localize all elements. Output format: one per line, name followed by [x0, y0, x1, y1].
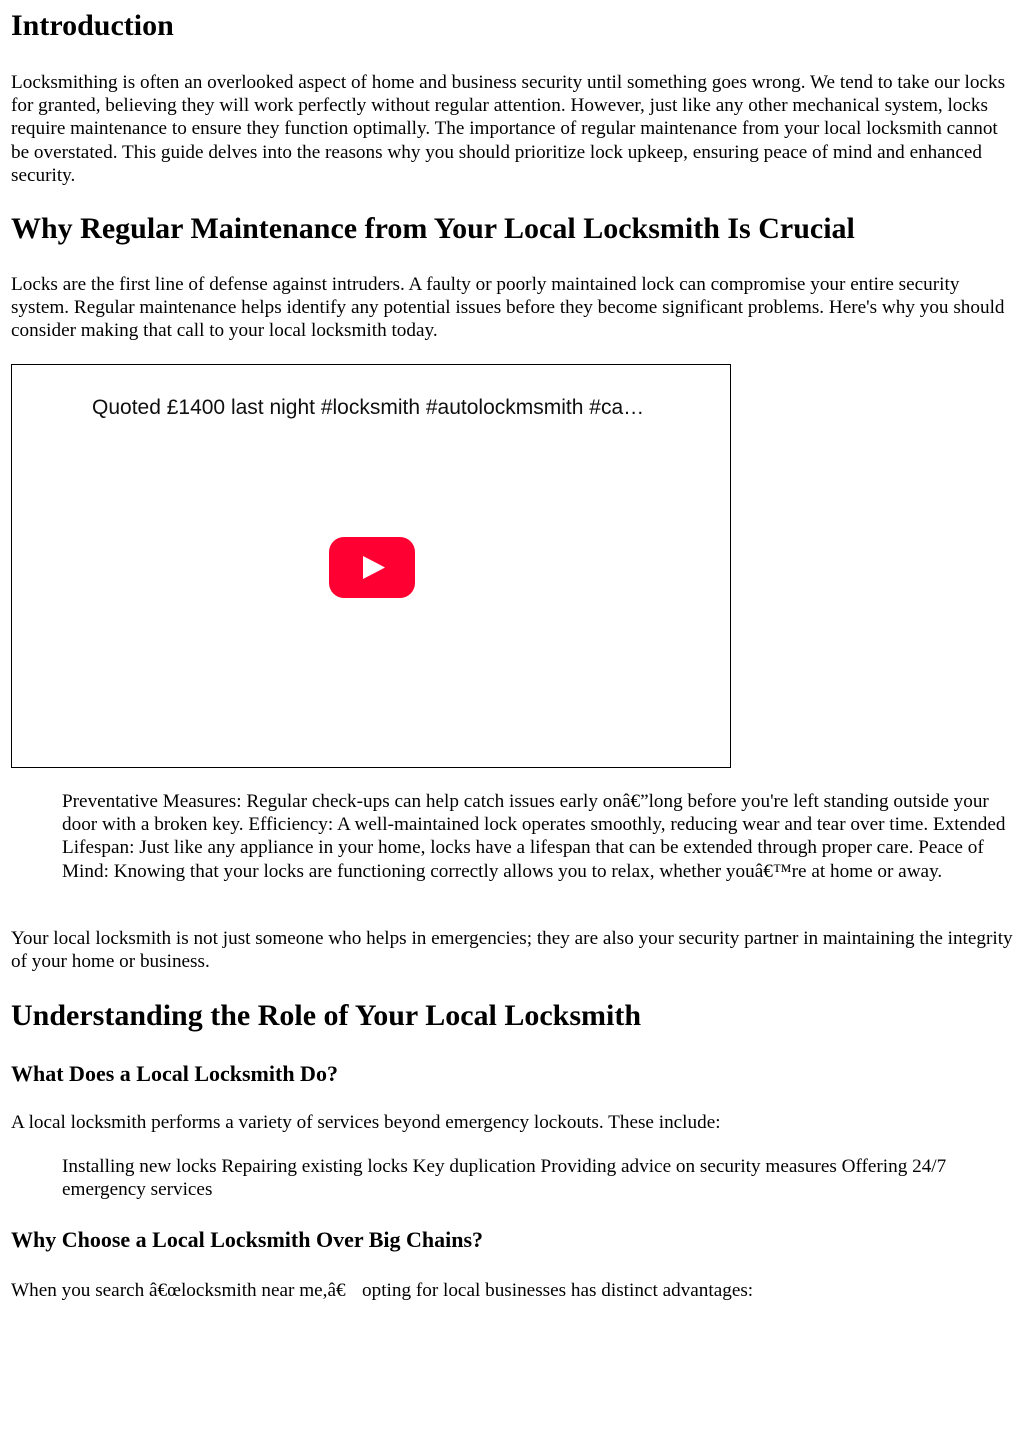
heading-introduction: Introduction: [11, 9, 174, 42]
video-embed[interactable]: [11, 364, 731, 768]
intro-paragraph: Locksmithing is often an overlooked aspect of home and business security until something goes wrong. We tend to take our locks for granted, believing they will work perfectly without regular attention. However, just like any other mechanical system, locks require maintenance to ensure they function optimally. The importance of regular maintenance from your local locksmith cannot be overstated. This guide delves into the reasons why you should prioritize lock upkeep, ensuring peace of mind and enhanced security.: [11, 72, 1006, 186]
closing-paragraph: Your local locksmith is not just someone who helps in emergencies; they are also your security partner in maintaining the integrity of your home or business.: [11, 928, 1013, 973]
services-list: Installing new locks Repairing existing locks Key duplication Providing advice on security measures Offering 24/7 emergency services: [62, 1156, 947, 1201]
heading-role: Understanding the Role of Your Local Locksmith: [11, 999, 642, 1032]
video-title[interactable]: Quoted £1400 last night #locksmith #autolockmsmith #ca…: [92, 396, 645, 419]
heading-why-maintenance: Why Regular Maintenance from Your Local Locksmith Is Crucial: [11, 212, 855, 245]
why-maintenance-paragraph: Locks are the first line of defense against intruders. A faulty or poorly maintained lock can compromise your entire security system. Regular maintenance helps identify any potential issues before they become significant problems. Here's why you should consider making that call to your local locksmith today.: [11, 274, 1005, 342]
play-icon: [329, 537, 415, 598]
why-choose-paragraph: When you search â€œlocksmith near me,â€ opting for local businesses has distinct advantages:: [11, 1280, 754, 1301]
play-button[interactable]: [329, 537, 415, 598]
benefits-list: Preventative Measures: Regular check-ups can help catch issues early onâ€”long before you're left standing outside your door with a broken key. Efficiency: A well-maintained lock operates smoothly, reducing wear and tear over time. Extended Lifespan: Just like any appliance in your home, locks have a lifespan that can be extended through proper care. Peace of Mind: Knowing that your locks are functioning correctly allows you to relax, whether youâ€™re at home or away.: [62, 791, 1006, 882]
subheading-why-choose: Why Choose a Local Locksmith Over Big Chains?: [11, 1227, 484, 1252]
what-does-paragraph: A local locksmith performs a variety of services beyond emergency lockouts. These include:: [11, 1112, 721, 1133]
subheading-what-does: What Does a Local Locksmith Do?: [11, 1061, 338, 1086]
